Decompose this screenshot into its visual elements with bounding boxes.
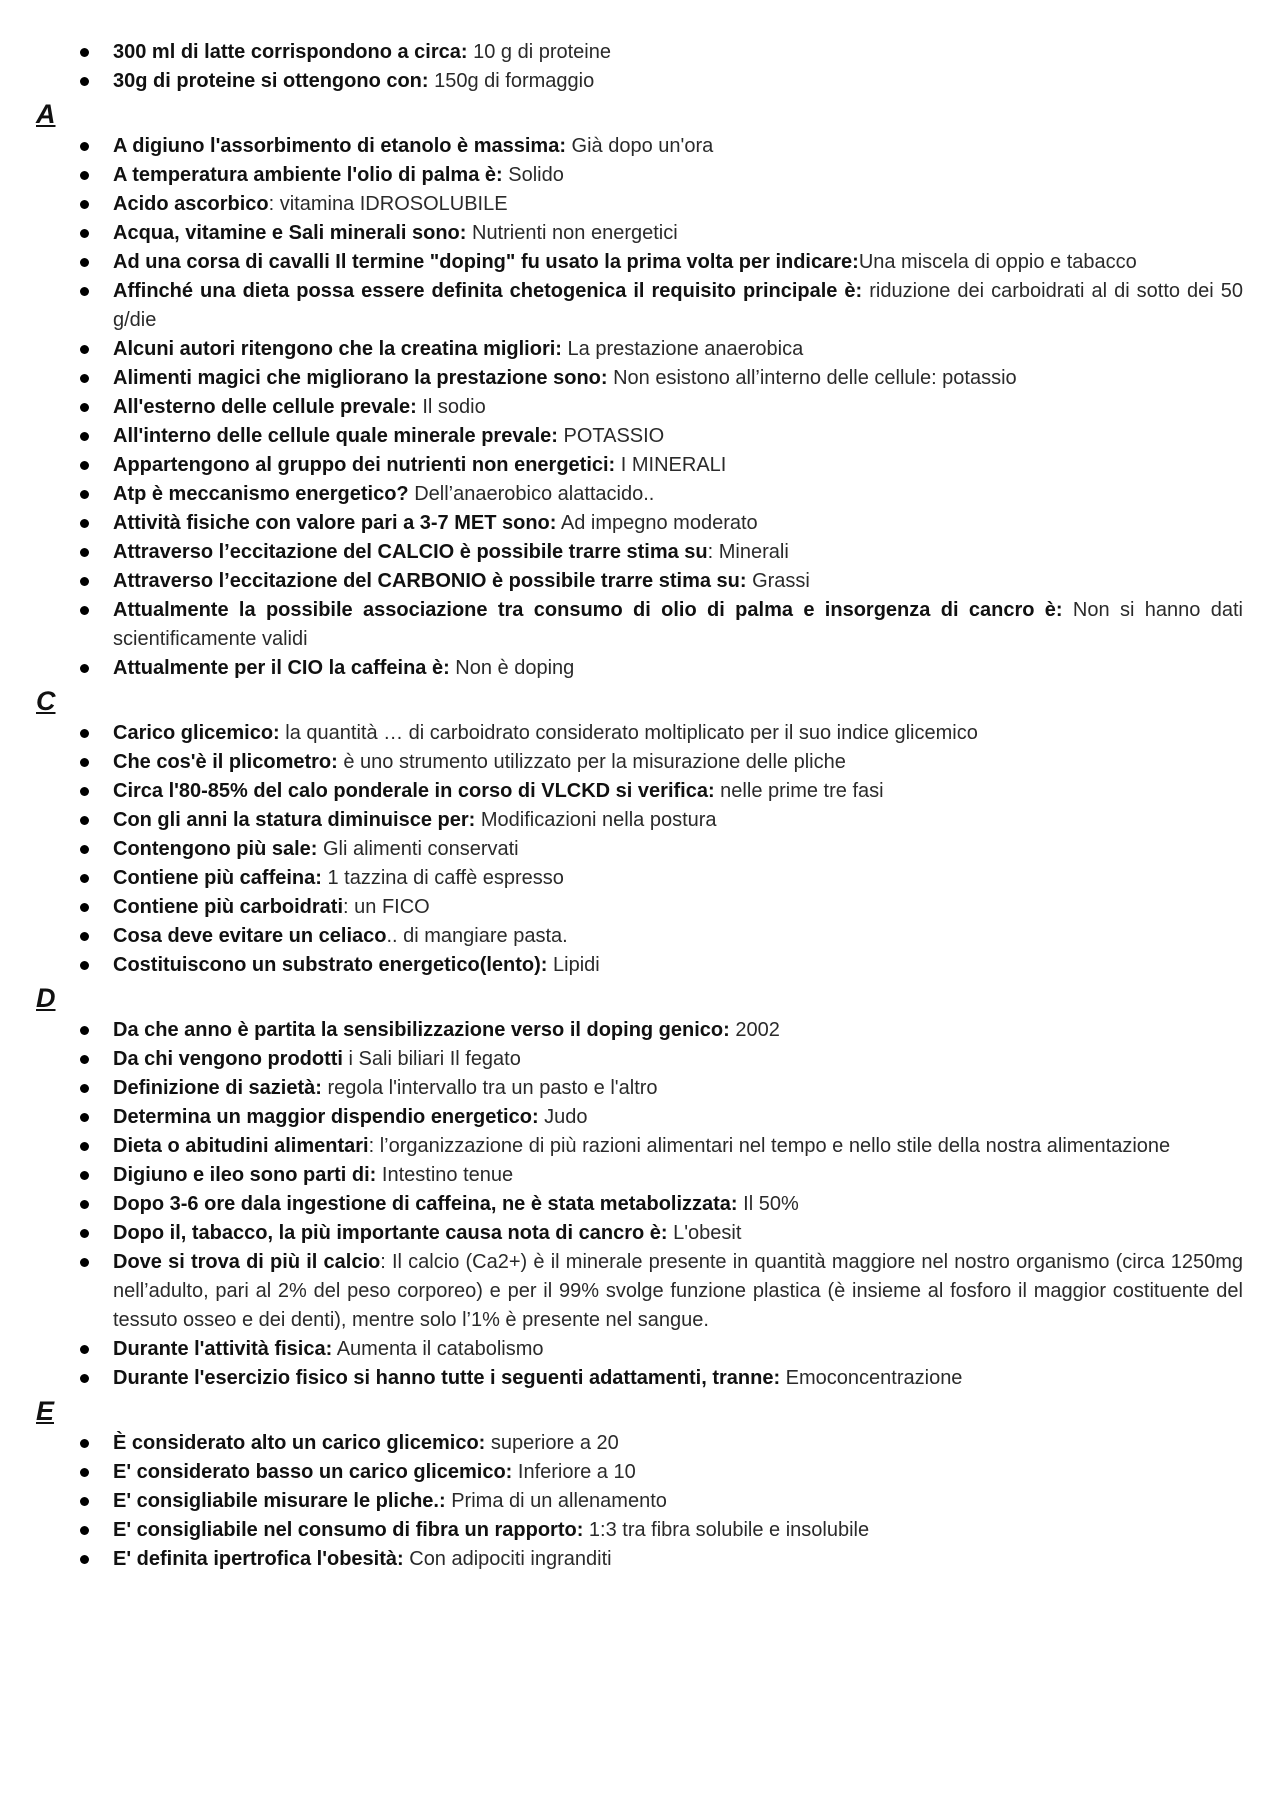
question-text: Determina un maggior dispendio energetico: — [113, 1106, 539, 1128]
list-item — [113, 1248, 1243, 1335]
list-item — [113, 422, 1243, 451]
question-text: Circa l'80-85% del calo ponderale in corso di VLCKD si verifica: — [113, 780, 715, 802]
answer-text: Non è doping — [449, 657, 575, 679]
question-list — [0, 132, 1280, 683]
answer-text: superiore a 20 — [485, 1432, 619, 1454]
list-item — [113, 480, 1243, 509]
section-d — [0, 980, 1280, 1393]
answer-text: i Sali biliari Il fegato — [343, 1048, 521, 1070]
list-item — [113, 1161, 1243, 1190]
answer-text: Non si hanno dati scientificamente validi — [113, 599, 1243, 650]
answer-text: L'obesit — [667, 1222, 742, 1244]
answer-text: Non esistono all’interno delle cellule: potassio — [607, 367, 1017, 389]
question-text: A digiuno l'assorbimento di etanolo è massima: — [113, 135, 566, 157]
answer-text: Solido — [502, 164, 564, 186]
question-text: Contiene più carboidrati — [113, 896, 344, 918]
answer-text: Gli alimenti conservati — [317, 838, 519, 860]
section-intro — [0, 38, 1280, 96]
section-e — [0, 1393, 1280, 1574]
section-heading: C — [36, 686, 56, 716]
answer-text: Dell’anaerobico alattacido.. — [408, 483, 655, 505]
question-list — [0, 1016, 1280, 1393]
answer-text: Lipidi — [547, 954, 600, 976]
section-c — [0, 683, 1280, 980]
answer-text: 150g di formaggio — [428, 70, 595, 92]
list-item — [113, 777, 1243, 806]
list-item — [113, 219, 1243, 248]
list-item — [113, 654, 1243, 683]
list-item — [113, 893, 1243, 922]
list-item — [113, 1545, 1243, 1574]
answer-text: Judo — [538, 1106, 588, 1128]
list-item — [113, 1219, 1243, 1248]
list-item — [113, 1103, 1243, 1132]
question-text: Da che anno è partita la sensibilizzazione verso il doping genico: — [113, 1019, 730, 1041]
list-item — [113, 719, 1243, 748]
section-heading: D — [36, 983, 56, 1013]
answer-text: : Minerali — [707, 541, 789, 563]
list-item — [113, 1335, 1243, 1364]
list-item — [113, 864, 1243, 893]
question-text: Affinché una dieta possa essere definita chetogenica il requisito principale è: — [113, 280, 863, 302]
question-text: Alcuni autori ritengono che la creatina migliori: — [113, 338, 562, 360]
answer-text: Intestino tenue — [376, 1164, 514, 1186]
question-text: Durante l'attività fisica: — [113, 1338, 333, 1360]
list-item — [113, 1016, 1243, 1045]
question-text: 300 ml di latte corrispondono a circa: — [113, 41, 468, 63]
list-item — [113, 1516, 1243, 1545]
question-text: All'interno delle cellule quale minerale prevale: — [113, 425, 558, 447]
answer-text: Prima di un allenamento — [445, 1490, 667, 1512]
answer-text: nelle prime tre fasi — [714, 780, 884, 802]
question-text: Carico glicemico: — [113, 722, 280, 744]
answer-text: Il 50% — [737, 1193, 799, 1215]
question-text: E' considerato basso un carico glicemico: — [113, 1461, 513, 1483]
list-item — [113, 1364, 1243, 1393]
answer-text: Il sodio — [416, 396, 486, 418]
list-item — [113, 509, 1243, 538]
list-item — [113, 596, 1243, 654]
answer-text: riduzione dei carboidrati al di sotto dei 50 g/die — [113, 280, 1243, 331]
question-text: Attraverso l’eccitazione del CALCIO è possibile trarre stima su — [113, 541, 708, 563]
question-text: Appartengono al gruppo dei nutrienti non energetici: — [113, 454, 616, 476]
question-list — [0, 719, 1280, 980]
question-text: Dopo il, tabacco, la più importante causa nota di cancro è: — [113, 1222, 668, 1244]
list-item — [113, 277, 1243, 335]
question-text: Dieta o abitudini alimentari — [113, 1135, 369, 1157]
list-item — [113, 393, 1243, 422]
answer-text: 10 g di proteine — [467, 41, 611, 63]
section-heading: E — [36, 1396, 55, 1426]
list-item — [113, 364, 1243, 393]
question-text: Ad una corsa di cavalli Il termine "doping" fu usato la prima volta per indicare: — [113, 251, 859, 273]
answer-text: Con adipociti ingranditi — [403, 1548, 612, 1570]
question-text: Dopo 3-6 ore dala ingestione di caffeina, ne è stata metabolizzata: — [113, 1193, 738, 1215]
answer-text: La prestazione anaerobica — [561, 338, 804, 360]
list-item — [113, 248, 1243, 277]
question-text: Attualmente la possibile associazione tra consumo di olio di palma e insorgenza di cancro è: — [113, 599, 1063, 621]
document-body — [0, 38, 1280, 1574]
list-item — [113, 451, 1243, 480]
answer-text: Aumenta il catabolismo — [332, 1338, 544, 1360]
list-item — [113, 806, 1243, 835]
question-text: È considerato alto un carico glicemico: — [113, 1432, 486, 1454]
question-text: Attraverso l’eccitazione del CARBONIO è possibile trarre stima su: — [113, 570, 747, 592]
answer-text: Inferiore a 10 — [512, 1461, 636, 1483]
question-text: Acido ascorbico — [113, 193, 269, 215]
question-text: Contengono più sale: — [113, 838, 318, 860]
answer-text: Grassi — [746, 570, 810, 592]
list-item — [113, 190, 1243, 219]
question-text: Con gli anni la statura diminuisce per: — [113, 809, 476, 831]
answer-text: è uno strumento utilizzato per la misurazione delle pliche — [337, 751, 846, 773]
answer-text: : vitamina IDROSOLUBILE — [268, 193, 508, 215]
question-text: Digiuno e ileo sono parti di: — [113, 1164, 377, 1186]
list-item — [113, 1487, 1243, 1516]
answer-text: 1 tazzina di caffè espresso — [321, 867, 564, 889]
answer-text: Nutrienti non energetici — [466, 222, 678, 244]
list-item — [113, 1074, 1243, 1103]
question-text: Attività fisiche con valore pari a 3-7 MET sono: — [113, 512, 557, 534]
question-text: Cosa deve evitare un celiaco — [113, 925, 387, 947]
section-a — [0, 96, 1280, 683]
list-item — [113, 132, 1243, 161]
list-item — [113, 1429, 1243, 1458]
list-item — [113, 951, 1243, 980]
section-heading: A — [36, 99, 56, 129]
answer-text: : Il calcio (Ca2+) è il minerale presente in quantità maggiore nel nostro organismo (circa 1250mg nell’adulto, pari al 2% del peso corporeo) e per il 99% svolge funzione plastica (è insieme al fosforo il maggior costituente del tessuto osseo e dei denti), mentre solo l’1% è presente nel sangue. — [113, 1251, 1243, 1331]
question-text: 30g di proteine si ottengono con: — [113, 70, 429, 92]
question-text: Durante l'esercizio fisico si hanno tutte i seguenti adattamenti, tranne: — [113, 1367, 781, 1389]
question-text: Attualmente per il CIO la caffeina è: — [113, 657, 450, 679]
answer-text: Modificazioni nella postura — [475, 809, 717, 831]
answer-text: Ad impegno moderato — [556, 512, 758, 534]
answer-text: 2002 — [729, 1019, 780, 1041]
question-text: E' consigliabile nel consumo di fibra un rapporto: — [113, 1519, 584, 1541]
answer-text: : un FICO — [343, 896, 430, 918]
question-text: Da chi vengono prodotti — [113, 1048, 343, 1070]
list-item — [113, 1045, 1243, 1074]
question-text: Alimenti magici che migliorano la prestazione sono: — [113, 367, 608, 389]
answer-text: : l’organizzazione di più razioni alimentari nel tempo e nello stile della nostra alimentazione — [368, 1135, 1171, 1157]
list-item — [113, 161, 1243, 190]
answer-text: Una miscela di oppio e tabacco — [858, 251, 1137, 273]
list-item — [113, 538, 1243, 567]
list-item — [113, 835, 1243, 864]
list-item — [113, 1132, 1243, 1161]
question-text: All'esterno delle cellule prevale: — [113, 396, 417, 418]
question-text: Atp è meccanismo energetico? — [113, 483, 409, 505]
list-item — [113, 67, 1243, 96]
list-item — [113, 1190, 1243, 1219]
question-list — [0, 1429, 1280, 1574]
question-text: E' definita ipertrofica l'obesità: — [113, 1548, 404, 1570]
question-text: Che cos'è il plicometro: — [113, 751, 338, 773]
answer-text: la quantità … di carboidrato considerato moltiplicato per il suo indice glicemico — [279, 722, 978, 744]
answer-text: Emoconcentrazione — [780, 1367, 963, 1389]
answer-text: POTASSIO — [557, 425, 665, 447]
question-text: Acqua, vitamine e Sali minerali sono: — [113, 222, 467, 244]
question-text: A temperatura ambiente l'olio di palma è: — [113, 164, 503, 186]
question-text: Costituiscono un substrato energetico(lento): — [113, 954, 548, 976]
answer-text: Già dopo un'ora — [565, 135, 714, 157]
list-item — [113, 567, 1243, 596]
list-item — [113, 38, 1243, 67]
answer-text: 1:3 tra fibra solubile e insolubile — [583, 1519, 870, 1541]
question-text: Contiene più caffeina: — [113, 867, 322, 889]
list-item — [113, 335, 1243, 364]
question-list — [0, 38, 1280, 96]
list-item — [113, 1458, 1243, 1487]
answer-text: regola l'intervallo tra un pasto e l'altro — [321, 1077, 658, 1099]
question-text: E' consigliabile misurare le pliche.: — [113, 1490, 446, 1512]
question-text: Dove si trova di più il calcio — [113, 1251, 381, 1273]
answer-text: I MINERALI — [615, 454, 727, 476]
question-text: Definizione di sazietà: — [113, 1077, 322, 1099]
list-item — [113, 922, 1243, 951]
list-item — [113, 748, 1243, 777]
answer-text: .. di mangiare pasta. — [386, 925, 568, 947]
